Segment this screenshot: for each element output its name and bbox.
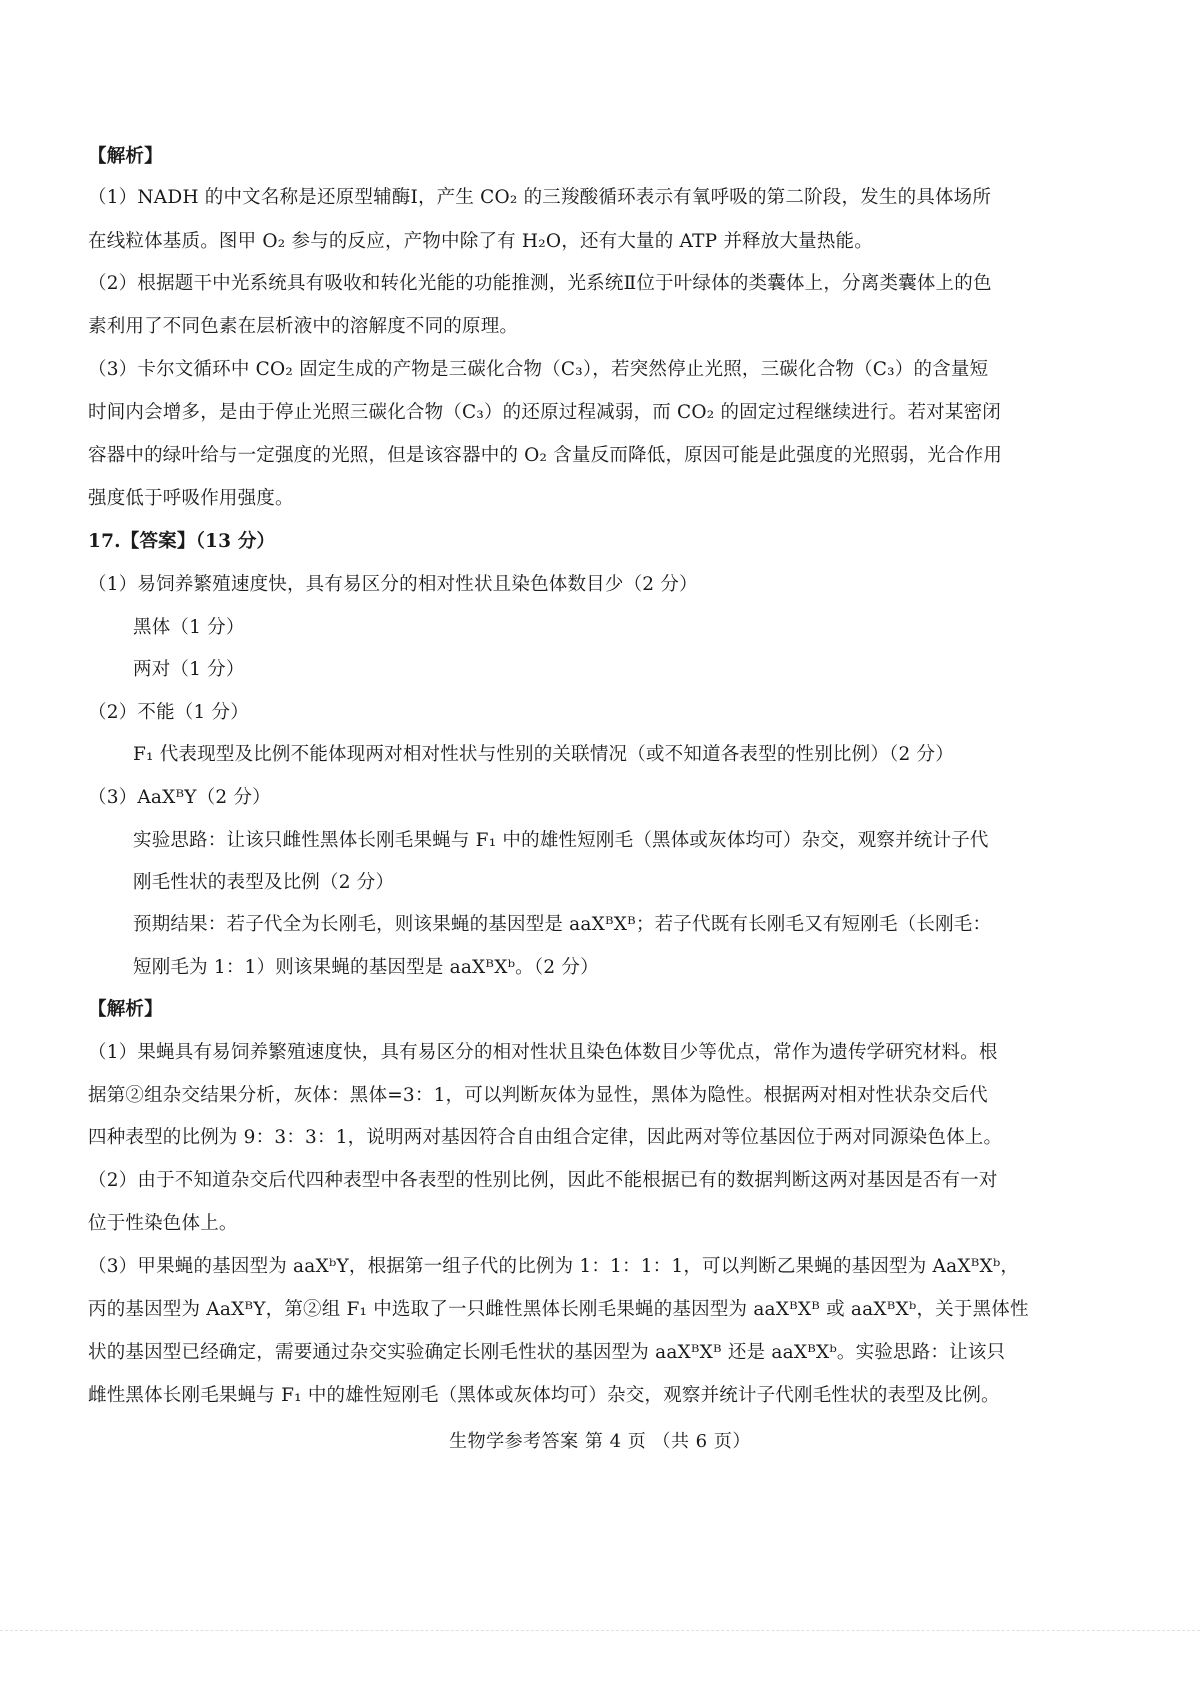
- analysis-line: 雌性黑体长刚毛果蝇与 F₁ 中的雄性短刚毛（黑体或灰体均可）杂交，观察并统计子代刚毛性状的表型及比例。: [88, 1385, 1000, 1406]
- answer-line: F₁ 代表现型及比例不能体现两对相对性状与性别的关联情况（或不知道各表型的性别比例）（2 分）: [133, 744, 954, 765]
- analysis-line: （3）卡尔文循环中 CO₂ 固定生成的产物是三碳化合物（C₃），若突然停止光照，三碳化合物（C₃）的含量短: [88, 359, 989, 380]
- answer-line: 黑体（1 分）: [133, 617, 245, 638]
- analysis-line: 在线粒体基质。图甲 O₂ 参与的反应，产物中除了有 H₂O，还有大量的 ATP 并释放大量热能。: [88, 231, 873, 252]
- analysis-line: 据第②组杂交结果分析，灰体：黑体=3：1，可以判断灰体为显性，黑体为隐性。根据两对相对性状杂交后代: [88, 1085, 988, 1106]
- analysis-line: （1）NADH 的中文名称是还原型辅酶Ⅰ，产生 CO₂ 的三羧酸循环表示有氧呼吸的第二阶段，发生的具体场所: [88, 187, 992, 208]
- question-17-answer-heading: 17.【答案】（13 分）: [88, 531, 276, 552]
- analysis-line: （3）甲果蝇的基因型为 aaXᵇY，根据第一组子代的比例为 1：1：1：1，可以判断乙果蝇的基因型为 AaXᴮXᵇ，: [88, 1256, 1020, 1277]
- analysis-heading: 【解析】: [88, 146, 163, 167]
- analysis-heading: 【解析】: [88, 999, 163, 1020]
- analysis-line: 强度低于呼吸作用强度。: [88, 488, 294, 509]
- analysis-line: 位于性染色体上。: [88, 1213, 238, 1234]
- answer-line: 预期结果：若子代全为长刚毛，则该果蝇的基因型是 aaXᴮXᴮ；若子代既有长刚毛又有短刚毛（长刚毛：: [133, 914, 992, 935]
- analysis-line: （1）果蝇具有易饲养繁殖速度快，具有易区分的相对性状且染色体数目少等优点，常作为遗传学研究材料。根: [88, 1042, 998, 1063]
- answer-line: （1）易饲养繁殖速度快，具有易区分的相对性状且染色体数目少（2 分）: [88, 574, 698, 595]
- answer-line: 两对（1 分）: [133, 659, 245, 680]
- analysis-line: 时间内会增多，是由于停止光照三碳化合物（C₃）的还原过程减弱，而 CO₂ 的固定过程继续进行。若对某密闭: [88, 402, 1001, 423]
- answer-line: （3）AaXᴮY（2 分）: [88, 787, 271, 808]
- answer-line: （2）不能（1 分）: [88, 702, 249, 723]
- analysis-line: 容器中的绿叶给与一定强度的光照，但是该容器中的 O₂ 含量反而降低，原因可能是此强度的光照弱，光合作用: [88, 445, 1003, 466]
- answer-line: 短刚毛为 1：1）则该果蝇的基因型是 aaXᴮXᵇ。（2 分）: [133, 957, 599, 978]
- analysis-line: 素利用了不同色素在层析液中的溶解度不同的原理。: [88, 316, 519, 337]
- page-bottom-divider: [0, 1630, 1200, 1632]
- page-footer: 生物学参考答案 第 4 页 （共 6 页）: [449, 1431, 751, 1452]
- analysis-line: 丙的基因型为 AaXᴮY，第②组 F₁ 中选取了一只雌性黑体长刚毛果蝇的基因型为 aaXᴮXᴮ 或 aaXᴮXᵇ，关于黑体性: [88, 1299, 1029, 1320]
- analysis-line: 状的基因型已经确定，需要通过杂交实验确定长刚毛性状的基因型为 aaXᴮXᴮ 还是 aaXᴮXᵇ。实验思路：让该只: [88, 1342, 1006, 1363]
- analysis-line: 四种表型的比例为 9：3：3：1，说明两对基因符合自由组合定律，因此两对等位基因位于两对同源染色体上。: [88, 1127, 1003, 1148]
- answer-line: 实验思路：让该只雌性黑体长刚毛果蝇与 F₁ 中的雄性短刚毛（黑体或灰体均可）杂交，观察并统计子代: [133, 830, 989, 851]
- analysis-line: （2）根据题干中光系统具有吸收和转化光能的功能推测，光系统Ⅱ位于叶绿体的类囊体上，分离类囊体上的色: [88, 273, 992, 294]
- answer-line: 刚毛性状的表型及比例（2 分）: [133, 872, 395, 893]
- analysis-line: （2）由于不知道杂交后代四种表型中各表型的性别比例，因此不能根据已有的数据判断这两对基因是否有一对: [88, 1170, 998, 1191]
